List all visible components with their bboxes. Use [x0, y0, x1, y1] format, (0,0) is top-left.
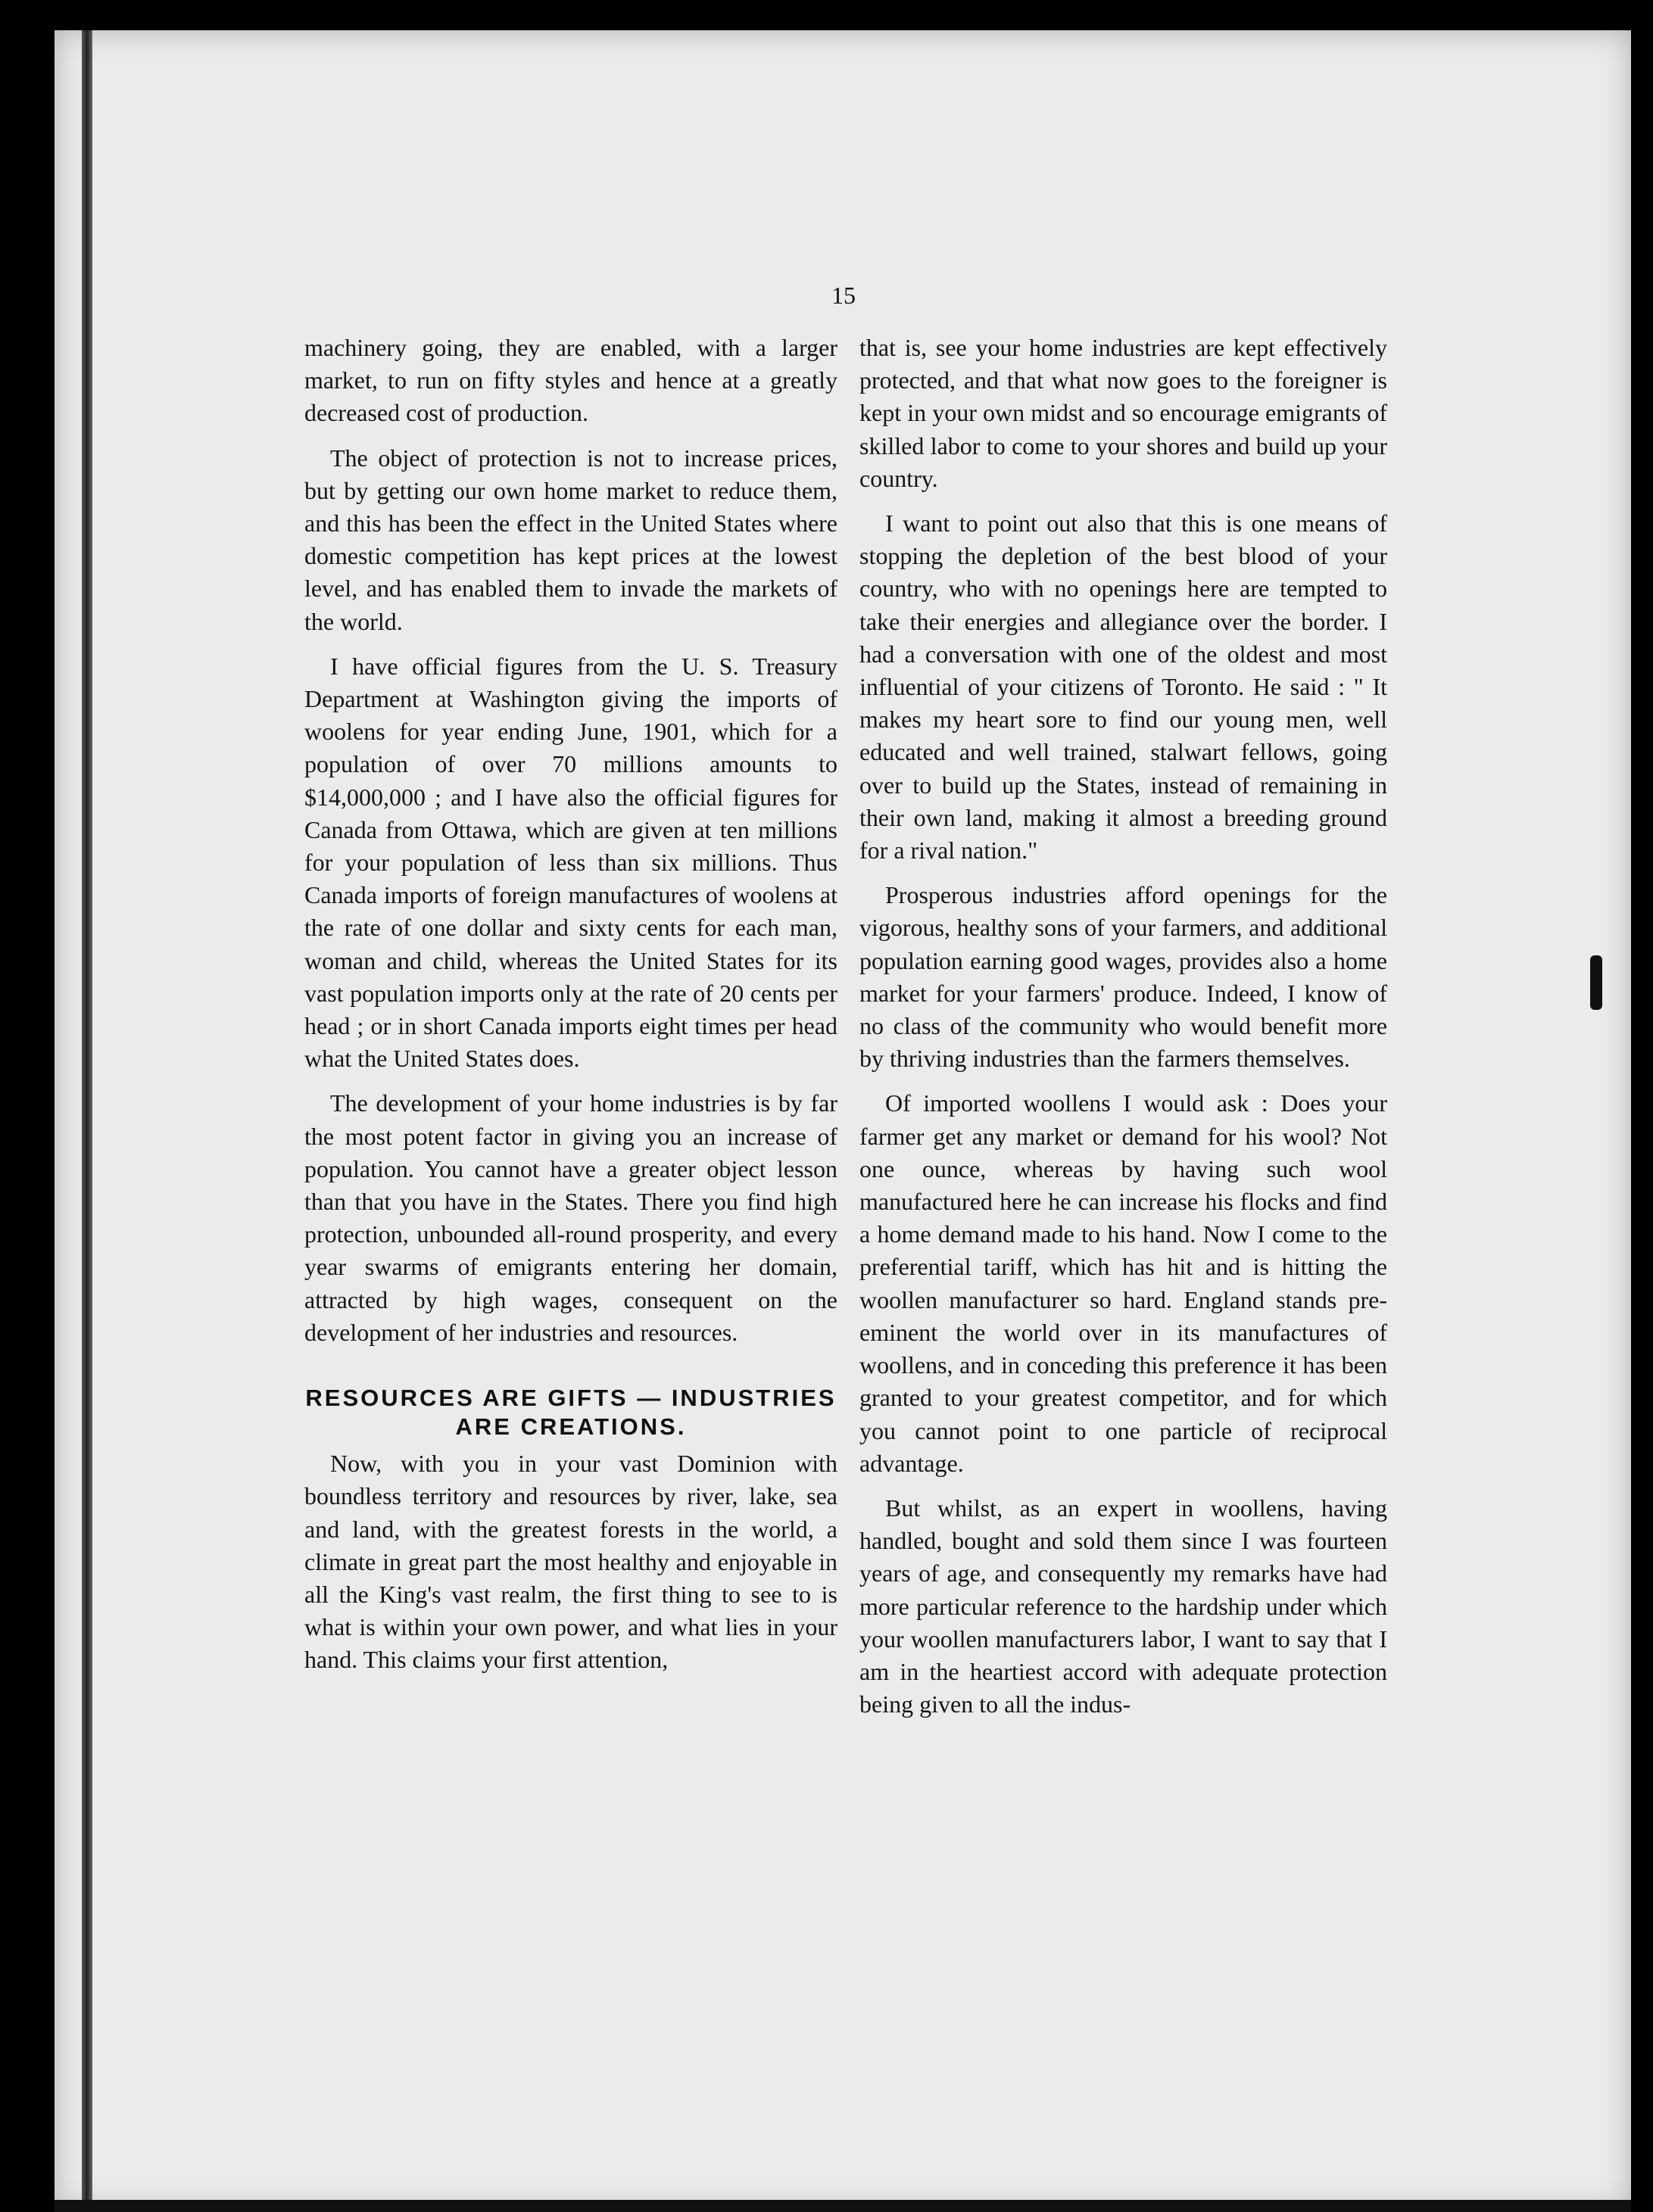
paragraph: Now, with you in your vast Dominion with boundless territory and resources by river, lake, sea and land, with the greatest forests in the world, a climate in great part the most healthy and enjoyable in all the King's vast realm, the first thing to see to is what is within your own power, and what lies in your hand. This claims your first attention, [304, 1450, 837, 1674]
paragraph: I have official figures from the U. S. Treasury Department at Washington giving the imports of woolens for year ending June, 1901, which for a population of over 70 millions amounts to $14,000,000 ; and I have also the official figures for Canada from Ottawa, which are given at ten millions for your population of less than six millions. Thus Canada imports of foreign manufactures of woolens at the rate of one dollar and sixty cents for each man, woman and child, whereas the United States for its vast population imports only at the rate of 20 cents per head ; or in short Canada imports eight times per head what the United States does. [304, 652, 837, 1073]
page-margin-mark [1590, 955, 1602, 1010]
paragraph: Of imported woollens I would ask : Does your farmer get any market or demand for his wool? Not one ounce, whereas by having such wool manufactured here he can increase his flocks and find a home demand made to his hand. Now I come to the preferential tariff, which has hit and is hitting the woollen manufacturer so hard. England stands pre-eminent the world over in its manufactures of woollens, and in conceding this preference it has been granted to your greatest competitor, and for which you cannot point to one particle of reciprocal advantage. [859, 1089, 1387, 1477]
page-binding-edge [82, 30, 92, 2210]
paragraph: machinery going, they are enabled, with a larger market, to run on fifty styles and hence at a greatly decreased cost of production. [304, 334, 837, 427]
paragraph: The object of protection is not to increase prices, but by getting our own home market to reduce them, and this has been the effect in the United States where domestic competition has kept prices at the lowest level, and has enabled them to invade the markets of the world. [304, 444, 837, 635]
paragraph: I want to point out also that this is one means of stopping the depletion of the best blood of your country, who with no openings here are tempted to take their energies and allegiance over the border. I had a conversation with one of the oldest and most influential of your citizens of Toronto. He said : " It makes my heart sore to find our young men, well educated and well trained, stalwart fellows, going over to build up the States, instead of remaining in their own land, making it almost a breeding ground for a rival nation." [859, 509, 1387, 865]
paragraph: that is, see your home industries are kept effectively protected, and that what now goes to the foreigner is kept in your own midst and so encourage emigrants of skilled labor to come to your shores and build up your country. [859, 334, 1387, 492]
paragraph: The development of your home industries is by far the most potent factor in giving you an increase of population. You cannot have a greater object lesson than that you have in the States. There you find high protection, unbounded all-round prosperity, and every year swarms of emigrants entering her domain, attracted by high wages, consequent on the development of her industries and resources. [304, 1089, 837, 1346]
section-heading: RESOURCES ARE GIFTS — INDUSTRIES ARE CREATIONS. [305, 1385, 837, 1441]
right-column [859, 332, 1387, 1733]
left-column [304, 332, 837, 1689]
document-page [55, 30, 1631, 2210]
paragraph: But whilst, as an expert in woollens, having handled, bought and sold them since I was fourteen years of age, and consequently my remarks have had more particular reference to the hardship under which your woollen manufacturers labor, I want to say that I am in the heartiest accord with adequate protection being given to all the indus- [859, 1494, 1387, 1718]
page-number: 15 [831, 282, 856, 309]
page-bottom-edge [55, 2200, 1631, 2212]
paragraph: Prosperous industries afford openings for the vigorous, healthy sons of your farmers, and additional population earning good wages, provides also a home market for your farmers' produce. Indeed, I know of no class of the community who would benefit more by thriving industries than the farmers themselves. [859, 881, 1387, 1073]
